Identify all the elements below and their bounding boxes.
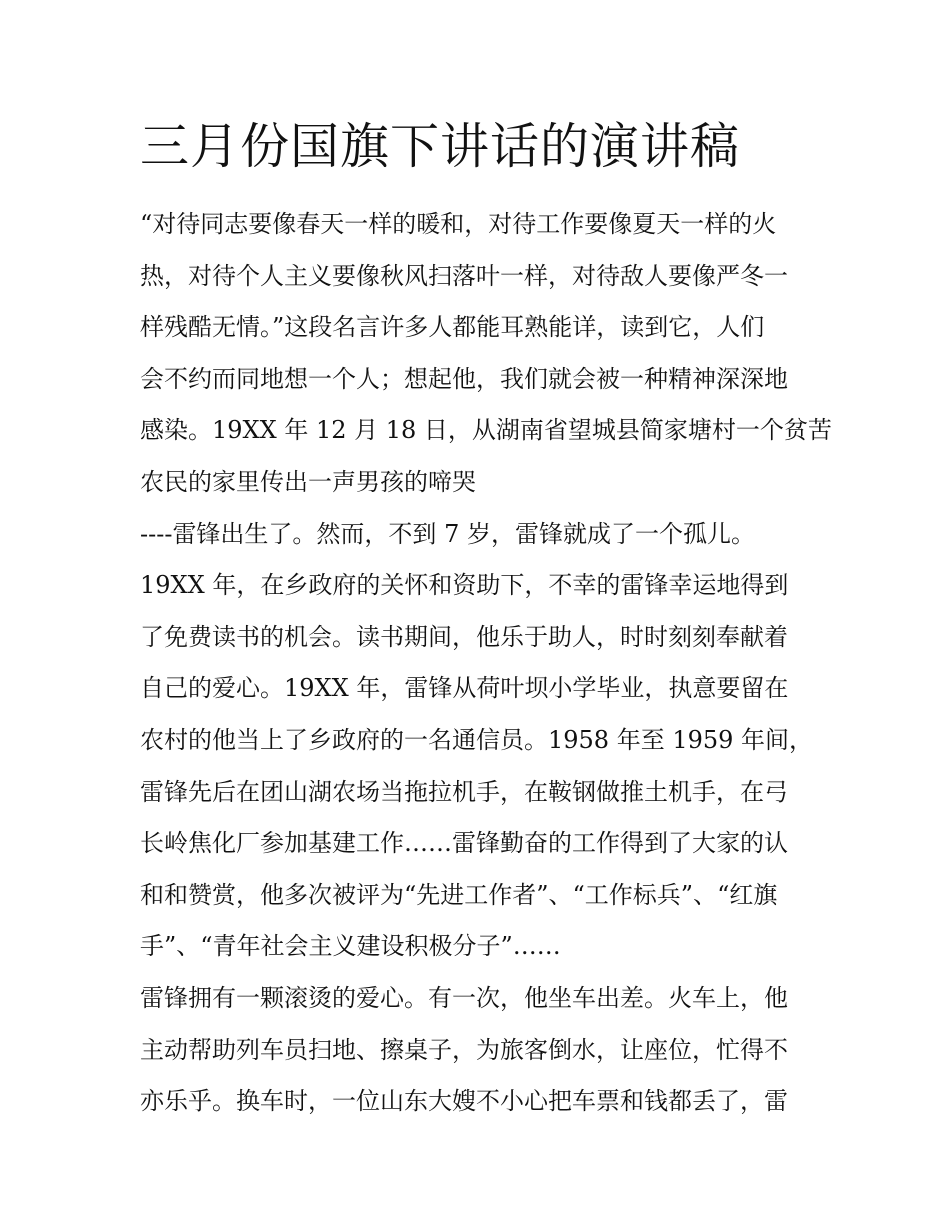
paragraph-1 xyxy=(140,199,832,509)
text-line: 了免费读书的机会。读书期间，他乐于助人，时时刻刻奉献着 xyxy=(140,622,788,651)
text-line: 农村的他当上了乡政府的一名通信员。1958 年至 1959 年间， xyxy=(140,725,814,754)
document-title: 三月份国旗下讲话的演讲稿 xyxy=(140,118,741,175)
paragraph-2 xyxy=(140,509,820,973)
text-line: 自己的爱心。19XX 年，雷锋从荷叶坝小学毕业，执意要留在 xyxy=(140,674,789,703)
text-line: 热，对待个人主义要像秋风扫落叶一样，对待敌人要像严冬一 xyxy=(140,261,788,290)
text-line: 亦乐乎。换车时，一位山东大嫂不小心把车票和钱都丢了，雷 xyxy=(140,1087,788,1116)
text-line: “对待同志要像春天一样的暖和，对待工作要像夏天一样的火 xyxy=(140,210,777,238)
paragraph-3 xyxy=(140,973,820,1128)
text-line: 雷锋先后在团山湖农场当拖拉机手，在鞍钢做推土机手，在弓 xyxy=(140,777,788,806)
document-body xyxy=(140,199,832,1128)
text-line: 主动帮助列车员扫地、擦桌子，为旅客倒水，让座位，忙得不 xyxy=(140,1035,788,1064)
text-line: 样残酷无情。”这段名言许多人都能耳熟能详，读到它，人们 xyxy=(140,313,765,342)
text-line: 长岭焦化厂参加基建工作……雷锋勤奋的工作得到了大家的认 xyxy=(140,829,788,858)
text-line: ----雷锋出生了。然而，不到 7 岁，雷锋就成了一个孤儿。 xyxy=(140,519,755,548)
text-line: 农民的家里传出一声男孩的啼哭 xyxy=(140,467,476,496)
text-line: 和和赞赏，他多次被评为“先进工作者”、“工作标兵”、“红旗 xyxy=(140,880,778,909)
text-line: 感染。19XX 年 12 月 18 日，从湖南省望城县简家塘村一个贫苦 xyxy=(140,416,832,445)
text-line: 雷锋拥有一颗滚烫的爱心。有一次，他坐车出差。火车上，他 xyxy=(140,983,788,1012)
text-line: 手”、“青年社会主义建设积极分子”…… xyxy=(140,932,561,961)
text-line: 19XX 年，在乡政府的关怀和资助下，不幸的雷锋幸运地得到 xyxy=(140,571,789,600)
text-line: 会不约而同地想一个人；想起他，我们就会被一种精神深深地 xyxy=(140,364,788,393)
